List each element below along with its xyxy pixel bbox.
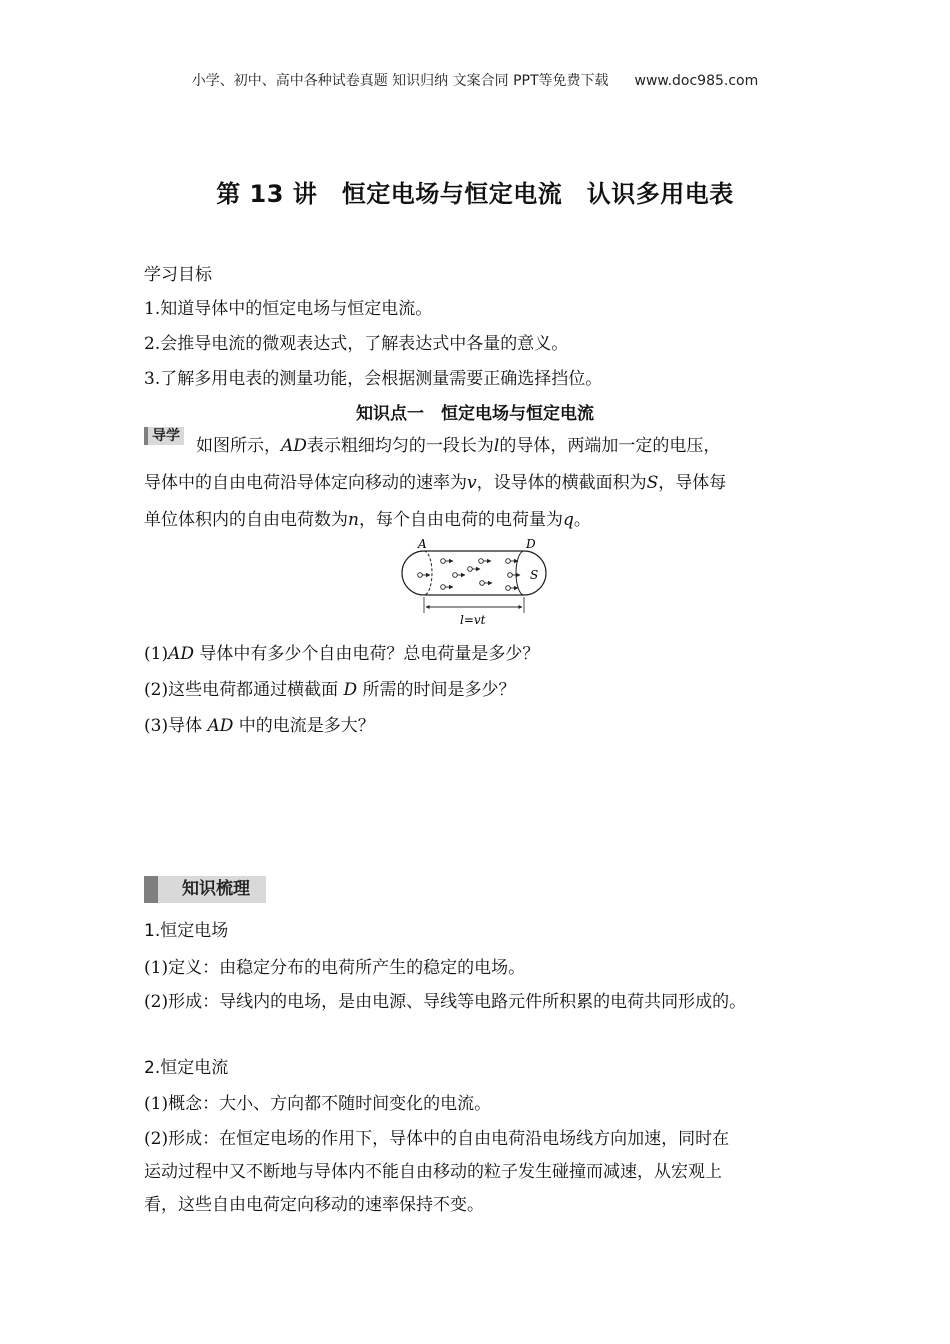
objectives-heading: 学习目标 <box>144 265 212 285</box>
question-text: (1) <box>144 644 169 664</box>
conductor-outline <box>402 551 546 595</box>
page-header <box>0 70 950 90</box>
label-A: A <box>418 537 427 551</box>
objective-2: 2.会推导电流的微观表达式，了解表达式中各量的意义。 <box>144 334 569 354</box>
question-text: (3)导体 <box>144 716 208 736</box>
question-2 <box>144 675 516 700</box>
label-D: D <box>526 537 536 551</box>
var-n: n <box>348 510 359 530</box>
intro-text: 表示粗细均匀的一段长为 <box>306 436 494 456</box>
page-title: 第 13 讲 恒定电场与恒定电流 认识多用电表 <box>216 180 734 208</box>
var-S: S <box>646 473 659 493</box>
guide-badge: 导学 <box>144 427 184 445</box>
summary-section-2-item-2-cont: 运动过程中又不断地与导体内不能自由移动的粒子发生碰撞而减速，从宏观上 <box>144 1162 722 1182</box>
label-S: S <box>530 568 539 582</box>
question-text: 导体中有多少个自由电荷？总电荷量是多少？ <box>194 644 540 664</box>
label-length: l=vt <box>460 613 486 627</box>
summary-section-2-item-1: (1)概念：大小、方向都不随时间变化的电流。 <box>144 1094 492 1114</box>
header-site: www.doc985.com <box>634 73 759 89</box>
question-1 <box>144 639 539 664</box>
var-v: v <box>467 473 477 493</box>
var-AD: AD <box>207 716 234 736</box>
intro-text: 导体中的自由电荷沿导体定向移动的速率为 <box>144 473 467 493</box>
intro-line-1 <box>196 431 720 456</box>
summary-section-1-item-2: (2)形成：导线内的电场，是由电源、导线等电路元件所积累的电荷共同形成的。 <box>144 992 747 1012</box>
summary-badge: 知识梳理 <box>144 876 266 903</box>
objective-1: 1.知道导体中的恒定电场与恒定电流。 <box>144 299 433 319</box>
question-text: 中的电流是多大？ <box>233 716 375 736</box>
summary-section-1-title: 1.恒定电场 <box>144 921 229 941</box>
question-text: (2)这些电荷都通过横截面 <box>144 680 344 700</box>
var-D: D <box>343 680 358 700</box>
var-AD: AD <box>168 644 195 664</box>
conductor-diagram <box>398 535 558 627</box>
intro-line-2 <box>144 468 726 493</box>
knowledge-point-heading: 知识点一 恒定电场与恒定电流 <box>356 404 594 424</box>
header-text: 小学、初中、高中各种试卷真题 知识归纳 文案合同 PPT等免费下载 <box>191 73 609 89</box>
summary-section-2-item-2: (2)形成：在恒定电场的作用下，导体中的自由电荷沿电场线方向加速，同时在 <box>144 1129 730 1149</box>
var-AD: AD <box>281 436 307 456</box>
var-l: l <box>493 436 500 456</box>
summary-section-2-item-2-cont: 看，这些自由电荷定向移动的速率保持不变。 <box>144 1195 484 1215</box>
objective-3: 3.了解多用电表的测量功能，会根据测量需要正确选择挡位。 <box>144 369 603 389</box>
question-text: 所需的时间是多少？ <box>357 680 516 700</box>
intro-text: ，每个自由电荷的电荷量为 <box>358 510 563 530</box>
summary-section-1-item-1: (1)定义：由稳定分布的电荷所产生的稳定的电场。 <box>144 958 526 978</box>
free-charges <box>418 559 520 591</box>
intro-text: 如图所示， <box>196 436 281 456</box>
question-3 <box>144 711 375 736</box>
intro-text: 。 <box>573 510 591 530</box>
var-q: q <box>562 510 574 530</box>
intro-text: ，导体每 <box>658 473 727 493</box>
summary-section-2-title: 2.恒定电流 <box>144 1058 229 1078</box>
intro-text: 单位体积内的自由电荷数为 <box>144 510 348 530</box>
intro-line-3 <box>144 505 591 530</box>
intro-text: ，设导体的横截面积为 <box>476 473 647 493</box>
intro-text: 的导体，两端加一定的电压， <box>499 436 721 456</box>
cross-section-A <box>424 551 432 595</box>
